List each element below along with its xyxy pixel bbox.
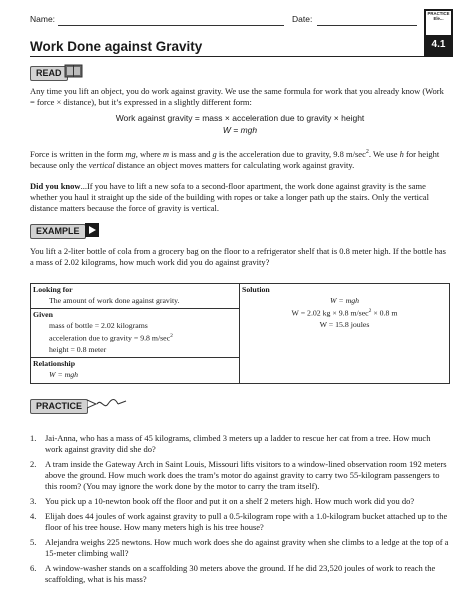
- left-column: [31, 284, 240, 384]
- play-arrow-icon: [85, 223, 99, 242]
- question-text: You pick up a 10-newton book off the floor and put it on a shelf 2 meters high. How much work did you do?: [45, 496, 415, 506]
- solution-line-1: W = mgh: [329, 296, 360, 305]
- given-block: [31, 308, 239, 357]
- solution-line-2: W = 2.02 kg × 9.8 $m/\sec^2 \times 0.8$ m: [291, 308, 398, 318]
- practice-questions: [30, 433, 450, 589]
- read-paragraph-1: Any time you lift an object, you do work against gravity. We use the same formula for work that you already know (Work = force × distance), but it’s expressed in a slightly different form:: [30, 86, 444, 107]
- date-label: Date:: [292, 14, 313, 24]
- badge-text: PRACTICE Ele...: [426, 11, 451, 35]
- question-number: 1.: [30, 433, 37, 443]
- book-icon: [64, 63, 84, 84]
- pencil-icon: [87, 397, 127, 416]
- question-number: 4.: [30, 511, 37, 521]
- question-text: A tram inside the Gateway Arch in Saint Louis, Missouri lifts visitors to a window-lined observation room 192 meters above the ground. How much work does the tram’s motor do against gravity to carry two 55-kilogram passengers to this room? (You may ignore the work done by the motor to carry the tram itself).: [45, 459, 447, 491]
- read-tag: READ: [30, 66, 68, 81]
- title-rule: [30, 56, 424, 57]
- question-text: Elijah does 44 joules of work against gravity to pull a 0.5-kilogram rope with a 1.0-kilogram bucket attached up to the floor of his tree house. How many meters high is his tree house?: [45, 511, 448, 532]
- given-height: height = 0.8 meter: [49, 345, 107, 355]
- practice-question: [30, 537, 450, 559]
- did-you-know-paragraph: Did you know...If you have to lift a new sofa to a second-floor apartment, the work done against gravity is the same whether you haul it straight up the side of the building with ropes or take a longer path up the stairs. Only the vertical distance matters because the force of gravity is vertical.: [30, 181, 429, 213]
- practice-tag: PRACTICE: [30, 399, 88, 414]
- given-label: Given: [33, 310, 53, 320]
- given-mass: mass of bottle = 2.02 kilograms: [49, 321, 148, 331]
- question-number: 6.: [30, 563, 37, 573]
- date-field[interactable]: [317, 25, 417, 26]
- solution-label: Solution: [242, 285, 270, 294]
- relationship-block: [31, 357, 239, 382]
- relationship-label: Relationship: [33, 359, 76, 369]
- question-number: 2.: [30, 459, 37, 469]
- example-tag: EXAMPLE: [30, 224, 86, 239]
- question-number: 3.: [30, 496, 37, 506]
- formula-w-mgh: W = mgh: [222, 125, 258, 135]
- relationship-value: W = mgh: [49, 370, 79, 380]
- practice-badge: [424, 9, 453, 57]
- right-column: [240, 284, 450, 384]
- read-paragraph-2: Force is written in the form mg, where m is mass and g is the acceleration due to gravity, 9.8 $m/\sec^2$. We use h for height because only the vertical distance an object moves matters for calculating work against gravity.: [30, 148, 440, 170]
- given-acceleration: acceleration due to gravity = 9.8 $m/\sec^2$: [49, 333, 173, 343]
- solution-line-3: W = 15.8 joules: [319, 319, 370, 329]
- practice-question: [30, 459, 450, 492]
- practice-question: [30, 563, 450, 585]
- looking-for-value: The amount of work done against gravity.: [49, 296, 180, 305]
- question-text: Alejandra weighs 225 newtons. How much work does she do against gravity when she climbs to a ledge at the top of a 15-meter climbing wall?: [45, 537, 449, 558]
- practice-question: [30, 496, 450, 507]
- solution-table: [30, 283, 450, 384]
- name-field[interactable]: [58, 25, 284, 26]
- badge-number: 4.1: [431, 39, 446, 50]
- question-text: A window-washer stands on a scaffolding 30 meters above the ground. If he did 23,520 joules of work to reach the scaffolding, what is his mass?: [45, 563, 436, 584]
- page-title: Work Done against Gravity: [30, 39, 203, 54]
- practice-question: [30, 511, 450, 533]
- practice-question: [30, 433, 450, 455]
- looking-for-label: Looking for: [33, 285, 73, 294]
- question-text: Jai-Anna, who has a mass of 45 kilograms, climbed 3 meters up a ladder to rescue her cat from a tree. How much work against gravity did she do?: [45, 433, 431, 454]
- formula-work-against-gravity: Work against gravity = mass × acceleration due to gravity × height: [115, 113, 365, 123]
- example-problem: You lift a 2-liter bottle of cola from a grocery bag on the floor to a refrigerator shelf that is 0.8 meter high. If the bottle has a mass of 2.02 kilograms, how much work did you do against gravity?: [30, 246, 446, 267]
- question-number: 5.: [30, 537, 37, 547]
- name-label: Name:: [30, 14, 56, 24]
